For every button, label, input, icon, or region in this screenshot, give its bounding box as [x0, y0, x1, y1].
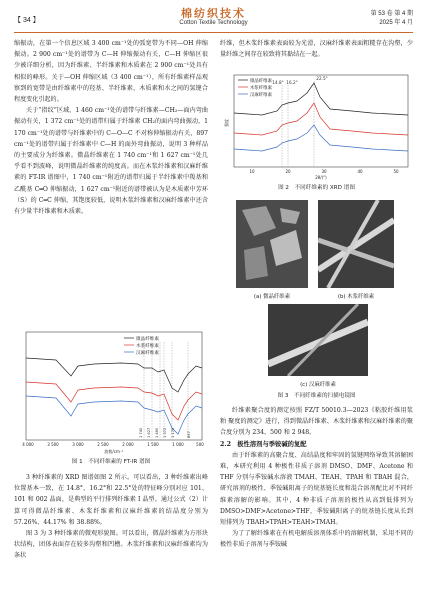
legend-item: 微晶纤维素: [136, 337, 159, 342]
journal-english-title: Cotton Textile Technology: [179, 20, 248, 26]
right-column-bottom: [220, 405, 413, 551]
page-header: [0, 0, 427, 38]
peak-label: 1 460: [155, 427, 159, 438]
x-tick: 30: [321, 169, 327, 174]
peak-label: 22.5°: [316, 76, 328, 81]
figure-caption: 图 3 不同纤维素的扫描电镜图: [277, 393, 356, 399]
figure-xrd: [222, 73, 412, 181]
x-axis-label: 2θ/(°): [315, 175, 327, 180]
xrd-chart: [222, 73, 412, 181]
paragraph: 3 种纤维素的 XRD 图谱如图 2 所示。可以看出，3 种纤维素出峰位置基本一致，在 14.8°、16.2°和 22.5°处的特征峰分别对应 101、10̄1 和 002 晶面，是典型的平行排列纤维素 I 晶型。通过公式（2）计算可得微晶纤维素、木浆纤维素和汉麻纤维素的结晶度分别为 57.26%、44.17% 和 38.88%。: [14, 474, 208, 526]
x-tick: 20: [285, 169, 291, 174]
sem-image-microcrystalline: [236, 200, 308, 288]
x-tick: 2 500: [97, 442, 109, 447]
legend-item: 微晶纤维素: [250, 79, 272, 84]
right-column-top: [220, 38, 413, 60]
x-tick: 3 000: [72, 442, 84, 447]
left-column-top: [14, 38, 208, 217]
ftir-chart: [16, 330, 206, 455]
peak-label: 1 740: [139, 427, 143, 438]
paragraph: 图 3 为 3 种纤维素的微观形貌图。可以看出，微晶纤维素为方形块状结构，团体表面存在较多沟壑和凹槽。木浆纤维素和汉麻纤维素均为条状: [14, 530, 208, 560]
issue-date: 2025 年 4 月: [379, 20, 413, 26]
x-tick: 2 000: [122, 442, 134, 447]
sem-texture: [318, 200, 394, 288]
section-heading: 2.2 极性溶剂与季铵碱的复配: [220, 440, 307, 448]
x-tick: 3 500: [47, 442, 59, 447]
peak-label: 1 170: [171, 427, 175, 438]
sem-image-hemp: [268, 304, 368, 376]
x-tick: 40: [357, 169, 363, 174]
peak-label: 897: [187, 431, 191, 438]
peak-label: 14.8°: [272, 80, 284, 85]
subfigure-label: (b) 木浆纤维素: [337, 294, 375, 300]
issue-info: [371, 10, 413, 28]
subfigure-label: (c) 汉麻纤维素: [300, 382, 336, 388]
sem-image-wood-pulp: [318, 200, 394, 288]
sem-texture: [268, 304, 368, 376]
sem-texture: [236, 200, 308, 288]
volume-issue: 第 53 卷 第 4 期: [370, 11, 413, 17]
figure-caption: 图 1 不同纤维素的 FT-IR 谱图: [71, 459, 151, 465]
page-number: 【 34 】: [14, 17, 40, 24]
x-tick: 50: [393, 169, 399, 174]
paragraph: 纤维素聚合度的测定按照 FZ/T 50010.3—2023《粘胶纤维用浆粕 聚度的测定》进行，得到微晶纤维素、木浆纤维素和汉麻纤维素的聚合度分别为 234、500 和 2 948。: [220, 407, 413, 437]
legend-item: 木浆纤维素: [250, 86, 272, 91]
peak-label: 1 372: [163, 427, 167, 438]
x-tick: 10: [249, 169, 255, 174]
legend-item: 木浆纤维素: [136, 344, 159, 349]
paragraph: 缩振动，在第一个信息区域 3 400 cm⁻¹处的弧宽带为不同—OH 伸缩振动。2 900 cm⁻¹处的谱带为 C—H 伸缩振动有关，C—H 伸缩区很少被详细分析，因为纤维素、半纤维素和木质素在 2 900 cm⁻¹处具有相似的峰形。关于—OH 伸缩区域（3 400 cm⁻¹），所有纤维素样品观察到的宽带是由纤维素中的羟基、半纤维素、木质素和水之间的氢键合程度变化引起的。: [14, 40, 208, 104]
x-axis-label: 波数/cm⁻¹: [104, 449, 124, 454]
peak-label: 16.2°: [286, 80, 298, 85]
legend-item: 汉麻纤维素: [136, 351, 159, 356]
journal-title: 棉纺织技术: [181, 7, 246, 20]
figure-caption: 图 2 不同纤维素的 XRD 谱图: [278, 185, 355, 191]
y-axis-label: 强度: [224, 119, 229, 127]
left-column-bottom: [14, 472, 208, 562]
subfigure-label: (a) 微晶纤维素: [253, 294, 291, 300]
paragraph: 由于纤维素的高聚合度、高结晶度和牢固的氢键网络导致其溶解困难，本研究利用 4 种极性非质子溶剂 DMSO、DMF、Acetone 和 THF 分别与季铵碱水溶液 TMAH、TEAH、TPAH 和 TBAH 混合，研究溶剂的极性、季铵碱阳离子的烷基链长度和混合溶剂配比对不同纤维素溶解的影响。其中，4 种非质子溶剂的极性从高到低排列为 DMSO>DMF>Acetone>THF，季铵碱阳离子的烷基链长度从长到短排列为 TBAH>TPAH>TEAH>TMAH。: [220, 451, 413, 527]
header-rule: [14, 32, 413, 33]
x-tick: 1 500: [147, 442, 159, 447]
x-tick: 4 000: [22, 442, 34, 447]
figure-ftir: [16, 330, 206, 455]
paragraph: 为了了解纤维素在有机电解质溶剂体系中的溶解机制，采用不同的极性非质子溶剂与季铵碱: [220, 530, 413, 549]
legend-item: 汉麻纤维素: [250, 93, 272, 98]
paragraph: 纤维，但木浆纤维素表面较为光滑，汉麻纤维素表面粗糙存在沟壑，少量纤维之间存在较致将其黏结在一起。: [220, 40, 413, 59]
x-tick: 500: [196, 442, 204, 447]
peak-label: 1 627: [147, 427, 151, 438]
paragraph: 关于“指纹”区域，1 460 cm⁻¹处的谱带与纤维素—CH₂—面内弯曲振动有关，1 372 cm⁻¹处的谱带归属于纤维素 CH₂的面内弯曲振动，1 170 cm⁻¹处的谱带与纤维素中的 C—O—C 不对称伸缩振动有关，897 cm⁻¹处的谱带归属于纤维素中 C—H 的面外弯曲振动，说明 3 种样品的主要成分为纤维素。微晶纤维素在 1 740 cm⁻¹和 1 627 cm⁻¹处几乎看不到波峰，说明微晶纤维素的纯度高。而在木浆纤维素和汉麻纤维素的 FT-IR 谱图中，1 740 cm⁻¹附近的谱带归属于半纤维素中羧基和乙酰基 C═O 伸缩振动，1 627 cm⁻¹附近的谱带被认为是木质素中芳环（S）的 C═C 伸缩，其饱度较低，说明木浆纤维素和汉麻纤维素中还含有少量半纤维素和木质素。: [14, 107, 208, 216]
x-tick: 1 000: [172, 442, 184, 447]
